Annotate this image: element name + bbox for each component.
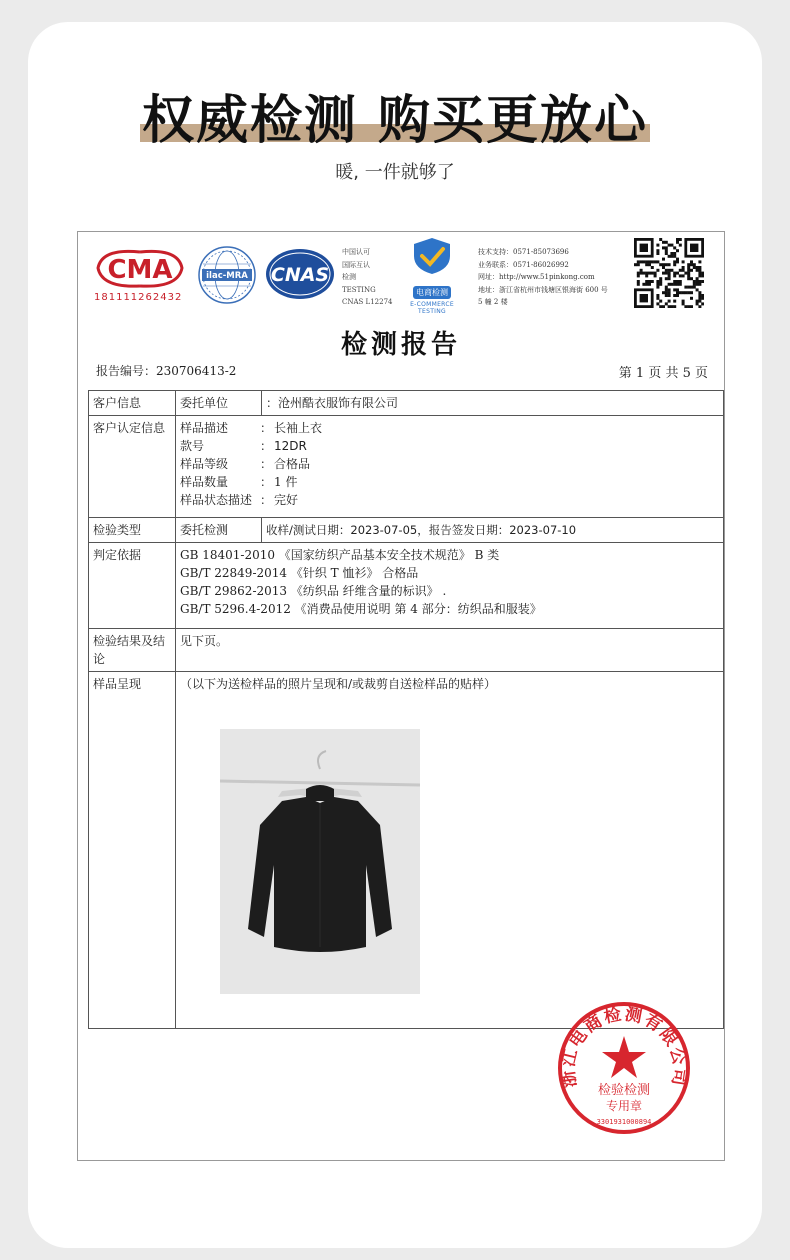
sample-info-cell (176, 416, 724, 518)
row-label: 判定依据 (89, 543, 176, 629)
sample-cell (176, 672, 724, 1029)
info-colon: ： (260, 493, 273, 507)
cnas-mark-icon (264, 246, 336, 302)
accreditation-line: 国际互认 (342, 260, 370, 269)
accreditation-line: CNAS L12274 (342, 298, 393, 306)
contact-line: 业务联系：0571-86026992 (478, 260, 569, 269)
contact-line: 5 幢 2 楼 (478, 298, 508, 306)
standards-cell (176, 543, 724, 629)
page-indicator: 第 1 页 共 5 页 (618, 366, 708, 381)
client-sub: 委托单位 (180, 396, 229, 410)
row-sublabel (176, 391, 262, 416)
contact-line: 网址：http://www.51pinkong.com (478, 273, 595, 281)
accreditation-line: 检测 (342, 273, 356, 281)
test-report (77, 231, 725, 1161)
seal-line2: 专用章 (605, 1099, 643, 1113)
seal-line1: 检验检测 (597, 1083, 651, 1098)
shield-check-icon (410, 236, 454, 276)
cnas-logo (264, 246, 336, 306)
info-key: 款号 (180, 439, 205, 453)
ect-badge: 电商检测 (413, 286, 451, 299)
sample-info-item (180, 437, 719, 455)
row-label: 客户信息 (89, 391, 176, 416)
standard-line: GB/T 29862-2013 《纺织品 纤维含量的标识》 . (180, 584, 447, 598)
sample-note: （以下为送检样品的照片呈现和/或裁剪自送检样品的贴样） (180, 677, 497, 691)
contact-info (478, 246, 626, 309)
test-dates: 收样/测试日期：2023-07-05，报告签发日期：2023-07-10 (262, 518, 724, 543)
cnas-label: CNAS (270, 264, 330, 286)
client-name: 沧州酷衣服饰有限公司 (278, 396, 399, 410)
table-row (89, 629, 724, 672)
info-colon: ： (260, 439, 273, 453)
hero-title: 权威检测 购买更放心 (141, 91, 649, 151)
standard-line: GB/T 22849-2014 《针织 T 恤衫》 合格品 (180, 566, 419, 580)
ilac-label: ilac-MRA (206, 271, 248, 281)
table-row (89, 543, 724, 629)
standard-line: GB 18401-2010 《国家纺织产品基本安全技术规范》 B 类 (180, 548, 500, 562)
row-label: 检验类型 (89, 518, 176, 543)
cma-mark-icon (94, 246, 186, 290)
test-type: 委托检测 (176, 518, 262, 543)
row-label: 样品呈现 (89, 672, 176, 1029)
info-colon: ： (260, 457, 273, 471)
info-colon: ： (260, 475, 273, 489)
info-value: 12DR (274, 439, 307, 453)
qr-code-icon (634, 238, 704, 308)
ilac-mra-logo (196, 244, 258, 310)
hero-subtitle: 暖, 一件就够了 (335, 162, 455, 183)
info-key: 样品数量 (180, 475, 229, 489)
sample-info-item (180, 491, 719, 509)
row-label: 客户认定信息 (89, 416, 176, 518)
sample-info-item (180, 473, 719, 491)
star-icon (602, 1036, 646, 1078)
colon: ： (266, 396, 279, 410)
info-value: 长袖上衣 (274, 421, 323, 435)
photo-area (180, 693, 719, 1025)
contact-line: 技术支持：0571-85073696 (478, 248, 569, 256)
ect-english: E-COMMERCE TESTING (410, 301, 454, 315)
cma-logo (94, 246, 186, 303)
report-title: 检测报告 (340, 330, 461, 360)
sample-info-item (180, 419, 719, 437)
info-value: 1 件 (274, 475, 298, 489)
black-sweater-image (220, 729, 420, 994)
info-value: 合格品 (274, 457, 311, 471)
qr-code (634, 238, 704, 312)
accreditation-line: TESTING (342, 285, 376, 294)
sample-info-item (180, 455, 719, 473)
red-seal-icon (554, 998, 694, 1138)
seal-number: 3301931000894 (596, 1118, 652, 1126)
row-label: 检验结果及结论 (89, 629, 176, 672)
info-key: 样品等级 (180, 457, 229, 471)
accreditation-text (342, 246, 392, 309)
table-row (89, 391, 724, 416)
contact-line: 地址：浙江省杭州市钱塘区银海街 600 号 (478, 285, 608, 294)
seal-name-path: 浙江电商检测有限公司 (558, 1004, 690, 1089)
official-seal (554, 998, 694, 1142)
report-number: 报告编号：230706413-2 (96, 364, 237, 378)
cma-label: CMA (107, 255, 173, 285)
report-header-logos (78, 232, 724, 315)
info-key: 样品描述 (180, 421, 229, 435)
report-table (88, 390, 724, 1029)
info-value: 完好 (274, 493, 299, 507)
ecommerce-testing-logo (396, 236, 468, 315)
table-row (89, 518, 724, 543)
result-value: 见下页。 (176, 629, 724, 672)
client-value-cell (262, 391, 724, 416)
accreditation-line: 中国认可 (342, 248, 370, 256)
info-colon: ： (260, 421, 273, 435)
table-row (89, 416, 724, 518)
info-key: 样品状态描述 (180, 493, 253, 507)
table-row (89, 672, 724, 1029)
cma-number: 181111262432 (94, 292, 183, 303)
ilac-globe-icon (196, 244, 258, 306)
standard-line: GB/T 5296.4-2012 《消费品使用说明 第 4 部分：纺织品和服装》 (180, 602, 542, 616)
sample-photo (220, 729, 420, 994)
